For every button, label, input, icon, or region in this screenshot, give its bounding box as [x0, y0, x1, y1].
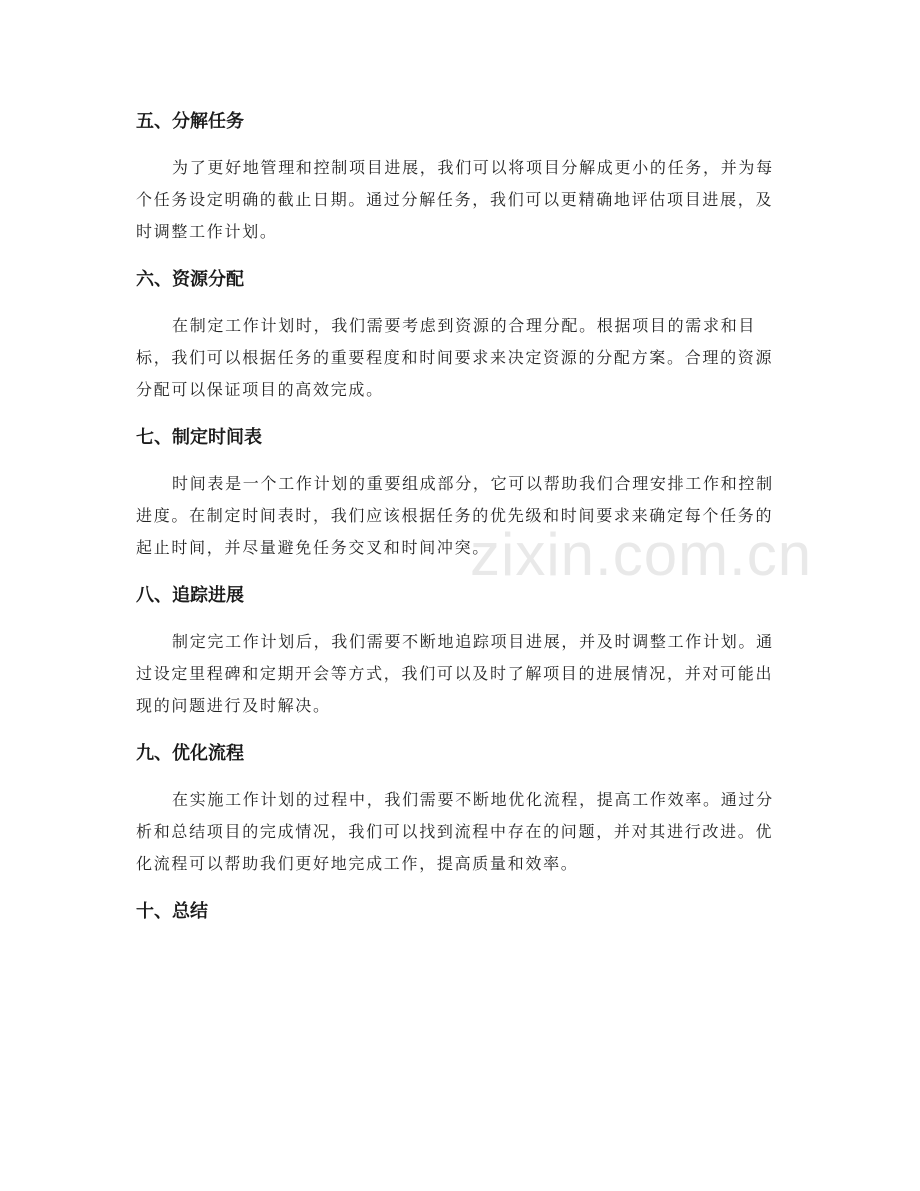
- section-resource-allocation: [136, 260, 786, 406]
- section-schedule: [136, 418, 786, 564]
- section-heading: 六、资源分配: [136, 269, 244, 290]
- section-paragraph: 时间表是一个工作计划的重要组成部分，它可以帮助我们合理安排工作和控制进度。在制定时间表时，我们应该根据任务的优先级和时间要求来确定每个任务的起止时间，并尽量避免任务交叉和时间冲突。: [136, 474, 774, 557]
- watermark: zixin.com.cn: [470, 521, 813, 588]
- section-summary: [136, 892, 786, 932]
- section-decompose-tasks: [136, 102, 786, 248]
- section-paragraph: 为了更好地管理和控制项目进展，我们可以将项目分解成更小的任务，并为每个任务设定明确的截止日期。通过分解任务，我们可以更精确地评估项目进展，及时调整工作计划。: [136, 158, 774, 241]
- section-heading: 八、追踪进展: [136, 585, 244, 606]
- section-heading: 五、分解任务: [136, 111, 244, 132]
- section-paragraph: 在实施工作计划的过程中，我们需要不断地优化流程，提高工作效率。通过分析和总结项目的完成情况，我们可以找到流程中存在的问题，并对其进行改进。优化流程可以帮助我们更好地完成工作，提高质量和效率。: [136, 790, 774, 873]
- section-track-progress: [136, 576, 786, 722]
- section-paragraph: 在制定工作计划时，我们需要考虑到资源的合理分配。根据项目的需求和目标，我们可以根据任务的重要程度和时间要求来决定资源的分配方案。合理的资源分配可以保证项目的高效完成。: [136, 316, 774, 399]
- section-paragraph: 制定完工作计划后，我们需要不断地追踪项目进展，并及时调整工作计划。通过设定里程碑和定期开会等方式，我们可以及时了解项目的进展情况，并对可能出现的问题进行及时解决。: [136, 632, 774, 715]
- document-body: [136, 102, 786, 942]
- section-optimize-process: [136, 734, 786, 880]
- section-heading: 七、制定时间表: [136, 427, 262, 448]
- section-heading: 十、总结: [136, 901, 208, 922]
- section-heading: 九、优化流程: [136, 743, 244, 764]
